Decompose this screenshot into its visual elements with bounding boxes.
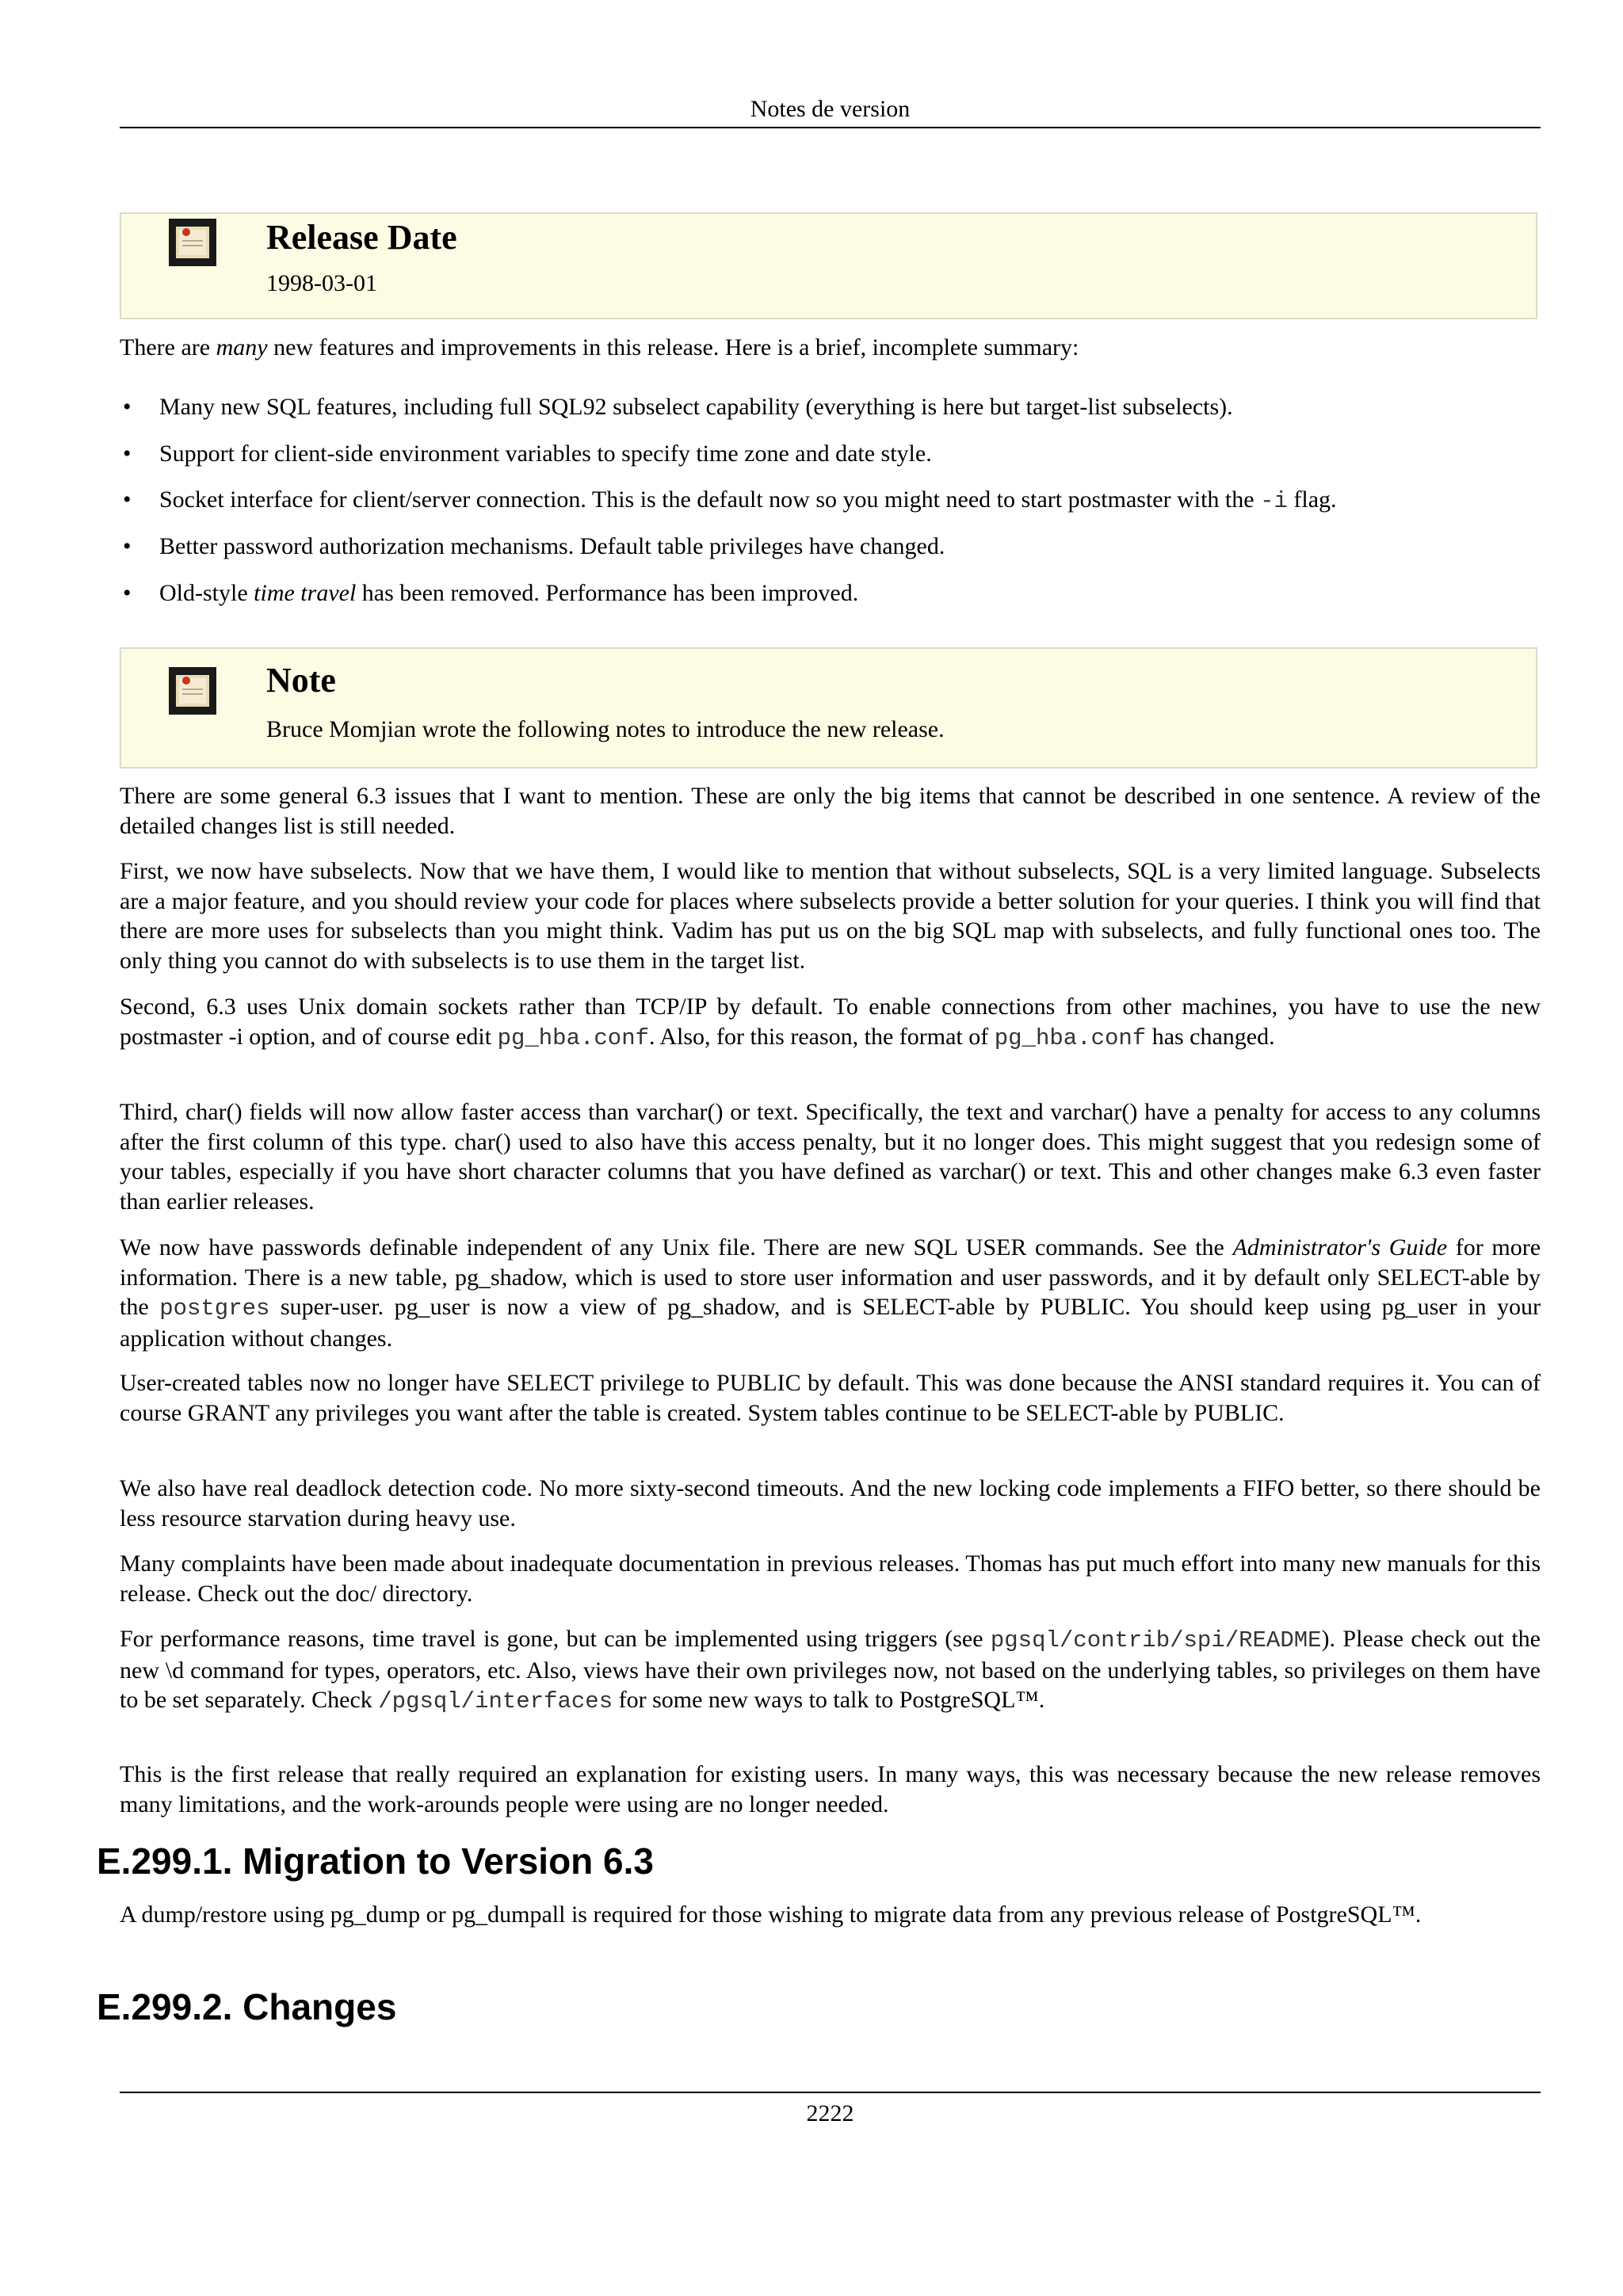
list-item: • Old-style time travel has been removed. Performance has been improved.: [120, 578, 1541, 624]
section-heading-changes: E.299.2. Changes: [97, 1986, 397, 2027]
paragraph-general-issues: There are some general 6.3 issues that I want to mention. These are only the big items that cannot be described in one sentence. A review of the detailed changes list is still needed.: [120, 783, 1541, 839]
admonition-title: Note: [266, 661, 336, 700]
bullet-icon: •: [123, 533, 132, 560]
paragraph-privileges: User-created tables now no longer have SELECT privilege to PUBLIC by default. This was done because the ANSI standard requires it. You can of course GRANT any privileges you want after the table is created. System tables continue to be SELECT-able by PUBLIC.: [120, 1370, 1541, 1426]
list-item: • Many new SQL features, including full SQL92 subselect capability (everything is here but target-list subselects).: [120, 391, 1541, 438]
paragraph-explanation: This is the first release that really required an explanation for existing users. In many ways, this was necessary because the new release removes many limitations, and the work-arounds people were using are no longer needed.: [120, 1761, 1541, 1817]
bullet-icon: •: [123, 440, 132, 467]
footer-rule: [120, 2092, 1541, 2093]
feature-list: [120, 391, 1541, 624]
paragraph-documentation: Many complaints have been made about inadequate documentation in previous releases. Thomas has put much effort into many new manuals for this release. Check out the doc/ directory.: [120, 1550, 1541, 1607]
paragraph-sockets: Second, 6.3 uses Unix domain sockets rather than TCP/IP by default. To enable connections from other machines, you have to use the new postmaster -i option, and of course edit pg_hba.conf. Also, for this reason, the format of pg_hba.conf has changed.: [120, 994, 1541, 1051]
paragraph-performance: For performance reasons, time travel is gone, but can be implemented using triggers (see pgsql/contrib/spi/README). Please check out the new \d command for types, operators, etc. Also, views have their own privileges now, not based on the underlying tables, so privileges on them have to be set separately. Check /pgsql/interfaces for some new ways to talk to PostgreSQL™.: [120, 1626, 1541, 1714]
bullet-icon: •: [123, 394, 132, 420]
note-text: Bruce Momjian wrote the following notes to introduce the new release.: [266, 716, 945, 742]
admonition-title: Release Date: [266, 218, 457, 257]
note-icon: [169, 667, 216, 715]
note-icon: [169, 219, 216, 266]
list-item: • Better password authorization mechanisms. Default table privileges have changed.: [120, 531, 1541, 578]
note-box: [120, 647, 1537, 769]
paragraph-subselects: First, we now have subselects. Now that we have them, I would like to mention that without subselects, SQL is a very limited language. Subselects are a major feature, and you should review your code for places where subselects provide a better solution for your queries. I think you will find that there are more uses for subselects than you might think. Vadim has put us on the big SQL map with subselects, and fully functional ones too. The only thing you cannot do with subselects is to use them in the target list.: [120, 858, 1541, 974]
paragraph-char-fields: Third, char() fields will now allow faster access than varchar() or text. Specifically, the text and varchar() have a penalty for access to any columns after the first column of this type. char() used to also have this access penalty, but it no longer does. This might suggest that you redesign some of your tables, especially if you have short character columns that you have defined as varchar() or text. This and other changes make 6.3 even faster than earlier releases.: [120, 1099, 1541, 1215]
section-heading-migration: E.299.1. Migration to Version 6.3: [97, 1840, 655, 1882]
list-item: • Socket interface for client/server connection. This is the default now so you might need to start postmaster with the -i flag.: [120, 484, 1541, 531]
paragraph-migration: A dump/restore using pg_dump or pg_dumpall is required for those wishing to migrate data from any previous release of PostgreSQL™.: [120, 1901, 1422, 1928]
running-header: Notes de version: [750, 96, 911, 122]
release-date-box: [120, 212, 1537, 319]
intro-paragraph: There are many new features and improvements in this release. Here is a brief, incomplete summary:: [120, 334, 1079, 360]
paragraph-passwords: We now have passwords definable independent of any Unix file. There are new SQL USER commands. See the Administrator's Guide for more information. There is a new table, pg_shadow, which is used to store user information and user passwords, and it by default only SELECT-able by the postgres super-user. pg_user is now a view of pg_shadow, and is SELECT-able by PUBLIC. You should keep using pg_user in your application without changes.: [120, 1234, 1541, 1352]
bullet-icon: •: [123, 579, 132, 606]
paragraph-deadlock: We also have real deadlock detection code. No more sixty-second timeouts. And the new locking code implements a FIFO better, so there should be less resource starvation during heavy use.: [120, 1475, 1541, 1531]
page-number: 2222: [806, 2100, 854, 2126]
header-rule: [120, 127, 1541, 128]
bullet-icon: •: [123, 486, 132, 513]
release-date-value: 1998-03-01: [266, 270, 377, 296]
list-item: • Support for client-side environment variables to specify time zone and date style.: [120, 438, 1541, 485]
